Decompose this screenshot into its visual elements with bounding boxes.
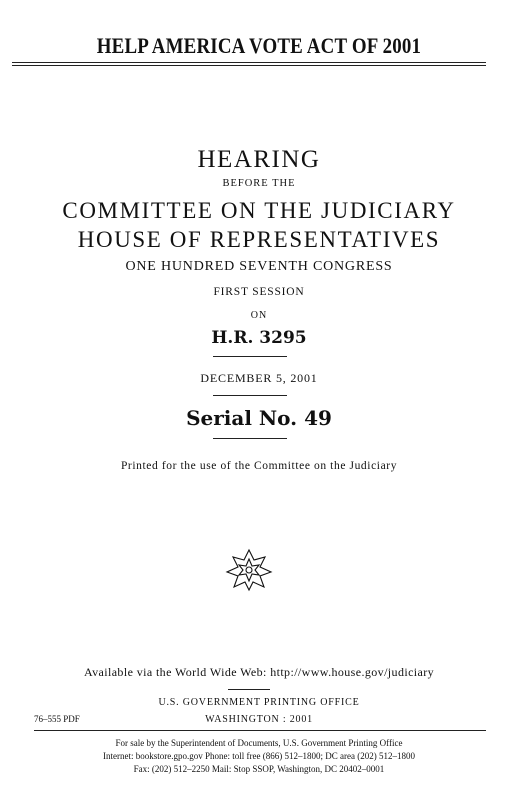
house-name: HOUSE OF REPRESENTATIVES <box>77 227 441 252</box>
divider-rule-3 <box>213 438 287 439</box>
sale-line: For sale by the Superintendent of Documents, U.S. Government Printing Office <box>115 738 403 748</box>
web-availability-text: Available via the World Wide Web: http://www.house.gov/judiciary <box>83 665 435 679</box>
hearing-date: DECEMBER 5, 2001 <box>200 371 318 385</box>
hearing-heading: HEARING <box>197 146 321 173</box>
printed-for-text: Printed for the use of the Committee on the Judiciary <box>120 460 398 472</box>
gpo-name: U.S. GOVERNMENT PRINTING OFFICE <box>158 697 360 708</box>
committee-name: COMMITTEE ON THE JUDICIARY <box>62 198 456 223</box>
washington-year: WASHINGTON : 2001 <box>205 714 313 725</box>
footer-short-rule <box>228 689 270 690</box>
serial-number: Serial No. 49 <box>186 406 332 430</box>
title-rule-top <box>12 62 486 63</box>
divider-rule-1 <box>213 356 287 357</box>
before-the-text: BEFORE THE <box>222 178 296 189</box>
pdf-id: 76–555 PDF <box>34 714 80 724</box>
bill-number: H.R. 3295 <box>211 328 307 348</box>
internet-line: Internet: bookstore.gpo.gov Phone: toll free (866) 512–1800; DC area (202) 512–1800 <box>103 751 415 761</box>
session-text: FIRST SESSION <box>213 286 305 298</box>
footer-rule <box>34 730 486 731</box>
document-title: HELP AMERICA VOTE ACT OF 2001 <box>96 33 422 58</box>
gpo-star-emblem-icon <box>225 548 273 592</box>
congress-text: ONE HUNDRED SEVENTH CONGRESS <box>125 259 393 274</box>
fax-line: Fax: (202) 512–2250 Mail: Stop SSOP, Washington, DC 20402–0001 <box>133 764 385 774</box>
title-rule-bottom <box>12 65 486 66</box>
divider-rule-2 <box>213 395 287 396</box>
on-text: ON <box>250 310 268 321</box>
